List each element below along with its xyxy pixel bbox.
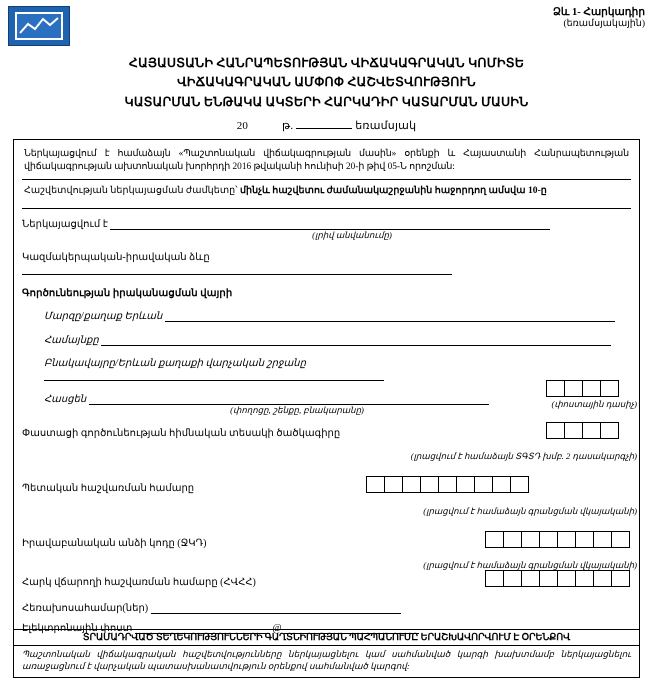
penalty-note: Պաշտոնական վիճակագրական հաշվետվությունները ներկայացնելու կամ սահմանված կարգի խախտմամբ ներկայացնելու առաջացնում է վարչական պատասխանատվություն օրենքով սահմանված կարգով: [14,645,639,677]
title-line-1: ՀԱՅԱՍՏԱՆԻ ՀԱՆՐԱՊԵՏՈՒԹՅԱՆ ՎԻՃԱԿԱԳՐԱԿԱՆ ԿՈՄԻՏԵ [128,56,525,70]
taxpayer-cell[interactable] [539,570,558,587]
year-mid: թ. [282,120,294,133]
region-label: Մարզը/քաղաք Երևան [44,310,163,322]
phone-label: Հեռախոսահամար(ներ) [22,603,149,614]
legal-person-cell[interactable] [485,531,504,548]
legal-person-cell[interactable] [611,531,630,548]
taxpayer-cell[interactable] [575,570,594,587]
legal-person-code-cells[interactable] [485,531,630,548]
state-register-cell[interactable] [438,476,457,493]
quarter-input[interactable] [296,128,352,129]
legal-person-cell[interactable] [521,531,540,548]
postal-cell[interactable] [546,380,565,397]
activity-cell[interactable] [582,422,601,439]
legal-form-input[interactable] [22,263,452,275]
submitted-by-caption: (լրիվ անվանումը) [312,229,392,240]
page-header [0,0,653,46]
state-register-cell[interactable] [510,476,529,493]
community-input[interactable] [101,334,611,346]
state-register-cell[interactable] [474,476,493,493]
state-register-cell[interactable] [366,476,385,493]
settlement-label: Բնակավայրը/Երևան քաղաքի վարչական շրջանը [44,357,306,369]
divider-2 [22,208,631,209]
postal-code-cells[interactable] [546,380,619,397]
legal-form-label: Կազմակերպական-իրավական ձևը [22,251,210,263]
legal-form-row [22,252,631,275]
legal-person-code-caption: (լրացվում է համաձայն գրանցման վկայականի) [423,560,637,570]
address-label: Հասցեն [44,393,87,405]
form-period: (եռամսյակային) [563,19,645,30]
email-at-symbol: @ [272,623,282,634]
state-register-caption: (լրացվում է համաձայն գրանցման վկայականի) [423,506,637,516]
taxpayer-cell[interactable] [593,570,612,587]
form-code: Ձև 1- Հարկադիր [552,7,645,18]
state-register-cell[interactable] [402,476,421,493]
legal-person-code-label: Իրավաբանական անձի կոդը (ՋԿԴ) [22,538,207,549]
chart-logo-icon [8,6,70,46]
address-caption: (փողոցը, շենքը, բնակարանը) [230,404,364,415]
taxpayer-cell[interactable] [521,570,540,587]
submitted-by-input[interactable] [110,218,550,230]
state-register-cell[interactable] [384,476,403,493]
form-footer [14,629,639,677]
legal-person-cell[interactable] [593,531,612,548]
taxpayer-cell[interactable] [503,570,522,587]
confidentiality-note: ՏՐԱՄԱԴՐՎԱԾ ՏԵՂԵԿՈՒԹՅՈՒՆՆԵՐԻ ԳԱՂՏՆԻՈՒԹՅԱՆ ՊԱՀՊԱՆՈՒՄԸ ԵՐԱՇԽԱՎՈՐՎՈՒՄ Է ՕՐԵՆՔՈՎ [14,629,639,645]
legal-note: Ներկայացվում է համաձայն «Պաշտոնական վիճակագրության մասին» օրենքի և Հայաստանի Հանրապետության վիճակագրության ախտոնական խորհրդի 2016 թվականի հունիսի 20-ի թիվ 05-Ն որոշման: [24,149,629,172]
submitted-by-label: Ներկայացվում է [22,218,108,230]
year-suffix: եռամսյակ [355,120,417,133]
activity-cell[interactable] [564,422,583,439]
taxpayer-cell[interactable] [611,570,630,587]
year-period-line [0,119,653,132]
deadline-text: Հաշվետվության ներկայացման ժամկետը՝ [24,185,240,197]
taxpayer-cell[interactable] [557,570,576,587]
state-register-cell[interactable] [420,476,439,493]
activity-place-header: Գործունեության իրականացման վայրի [22,287,233,299]
state-register-cell[interactable] [492,476,511,493]
state-register-cell[interactable] [456,476,475,493]
taxpayer-cells[interactable] [485,570,630,587]
title-line-2: ՎԻՃԱԿԱԳՐԱԿԱՆ ԱՄՓՈՓ ՀԱՇՎԵՏՎՈՒԹՅՈՒՆ [177,75,476,90]
taxpayer-label: Հարկ վճարողի հաշվառման համարը (ՀՎՀՀ) [22,577,256,588]
legal-person-cell[interactable] [575,531,594,548]
settlement-row [22,358,631,381]
activity-code-cells[interactable] [546,422,619,439]
deadline-line [22,180,631,201]
community-row [22,334,631,346]
activity-code-label: Փաստացի գործունեության հիմնական տեսակի ծածկագիրը [22,428,341,439]
community-label: Համայնքը [44,334,99,346]
page-title [18,54,635,112]
phone-input[interactable] [151,602,401,614]
year-prefix: 20 [236,120,249,133]
postal-code-caption: (փոստային դասիչ) [551,399,637,409]
phone-row [22,602,401,614]
title-line-3: ԿԱՏԱՐՄԱՆ ԵՆԹԱԿԱ ԱԿՏԵՐԻ ՀԱՐԿԱԴԻՐ ԿԱՏԱՐՄԱՆ ՄԱՍԻՆ [124,94,529,109]
legal-person-cell[interactable] [557,531,576,548]
activity-cell[interactable] [600,422,619,439]
deadline-bold: մինչև հաշվետու ժամանակաշրջանին հաջորդող ամսվա 10-ը [239,185,547,197]
state-register-label: Պետական հաշվառման համարը [22,483,195,494]
email-label: Էլեկտրոնային փոստ [22,623,133,634]
activity-cell[interactable] [546,422,565,439]
postal-cell[interactable] [600,380,619,397]
legal-person-cell[interactable] [503,531,522,548]
postal-cell[interactable] [582,380,601,397]
taxpayer-cell[interactable] [485,570,504,587]
form-body-box [13,139,640,678]
postal-cell[interactable] [564,380,583,397]
state-register-cells[interactable] [366,476,529,493]
region-row [22,310,631,322]
region-input[interactable] [165,310,615,322]
legal-person-cell[interactable] [539,531,558,548]
settlement-input[interactable] [44,369,384,381]
activity-code-caption: (լրացվում է համաձայն ՏԳՏԴ խմբ. 2 դասակարգչի) [410,451,637,461]
submitted-by-row [22,218,631,230]
form-code-block [553,6,645,31]
